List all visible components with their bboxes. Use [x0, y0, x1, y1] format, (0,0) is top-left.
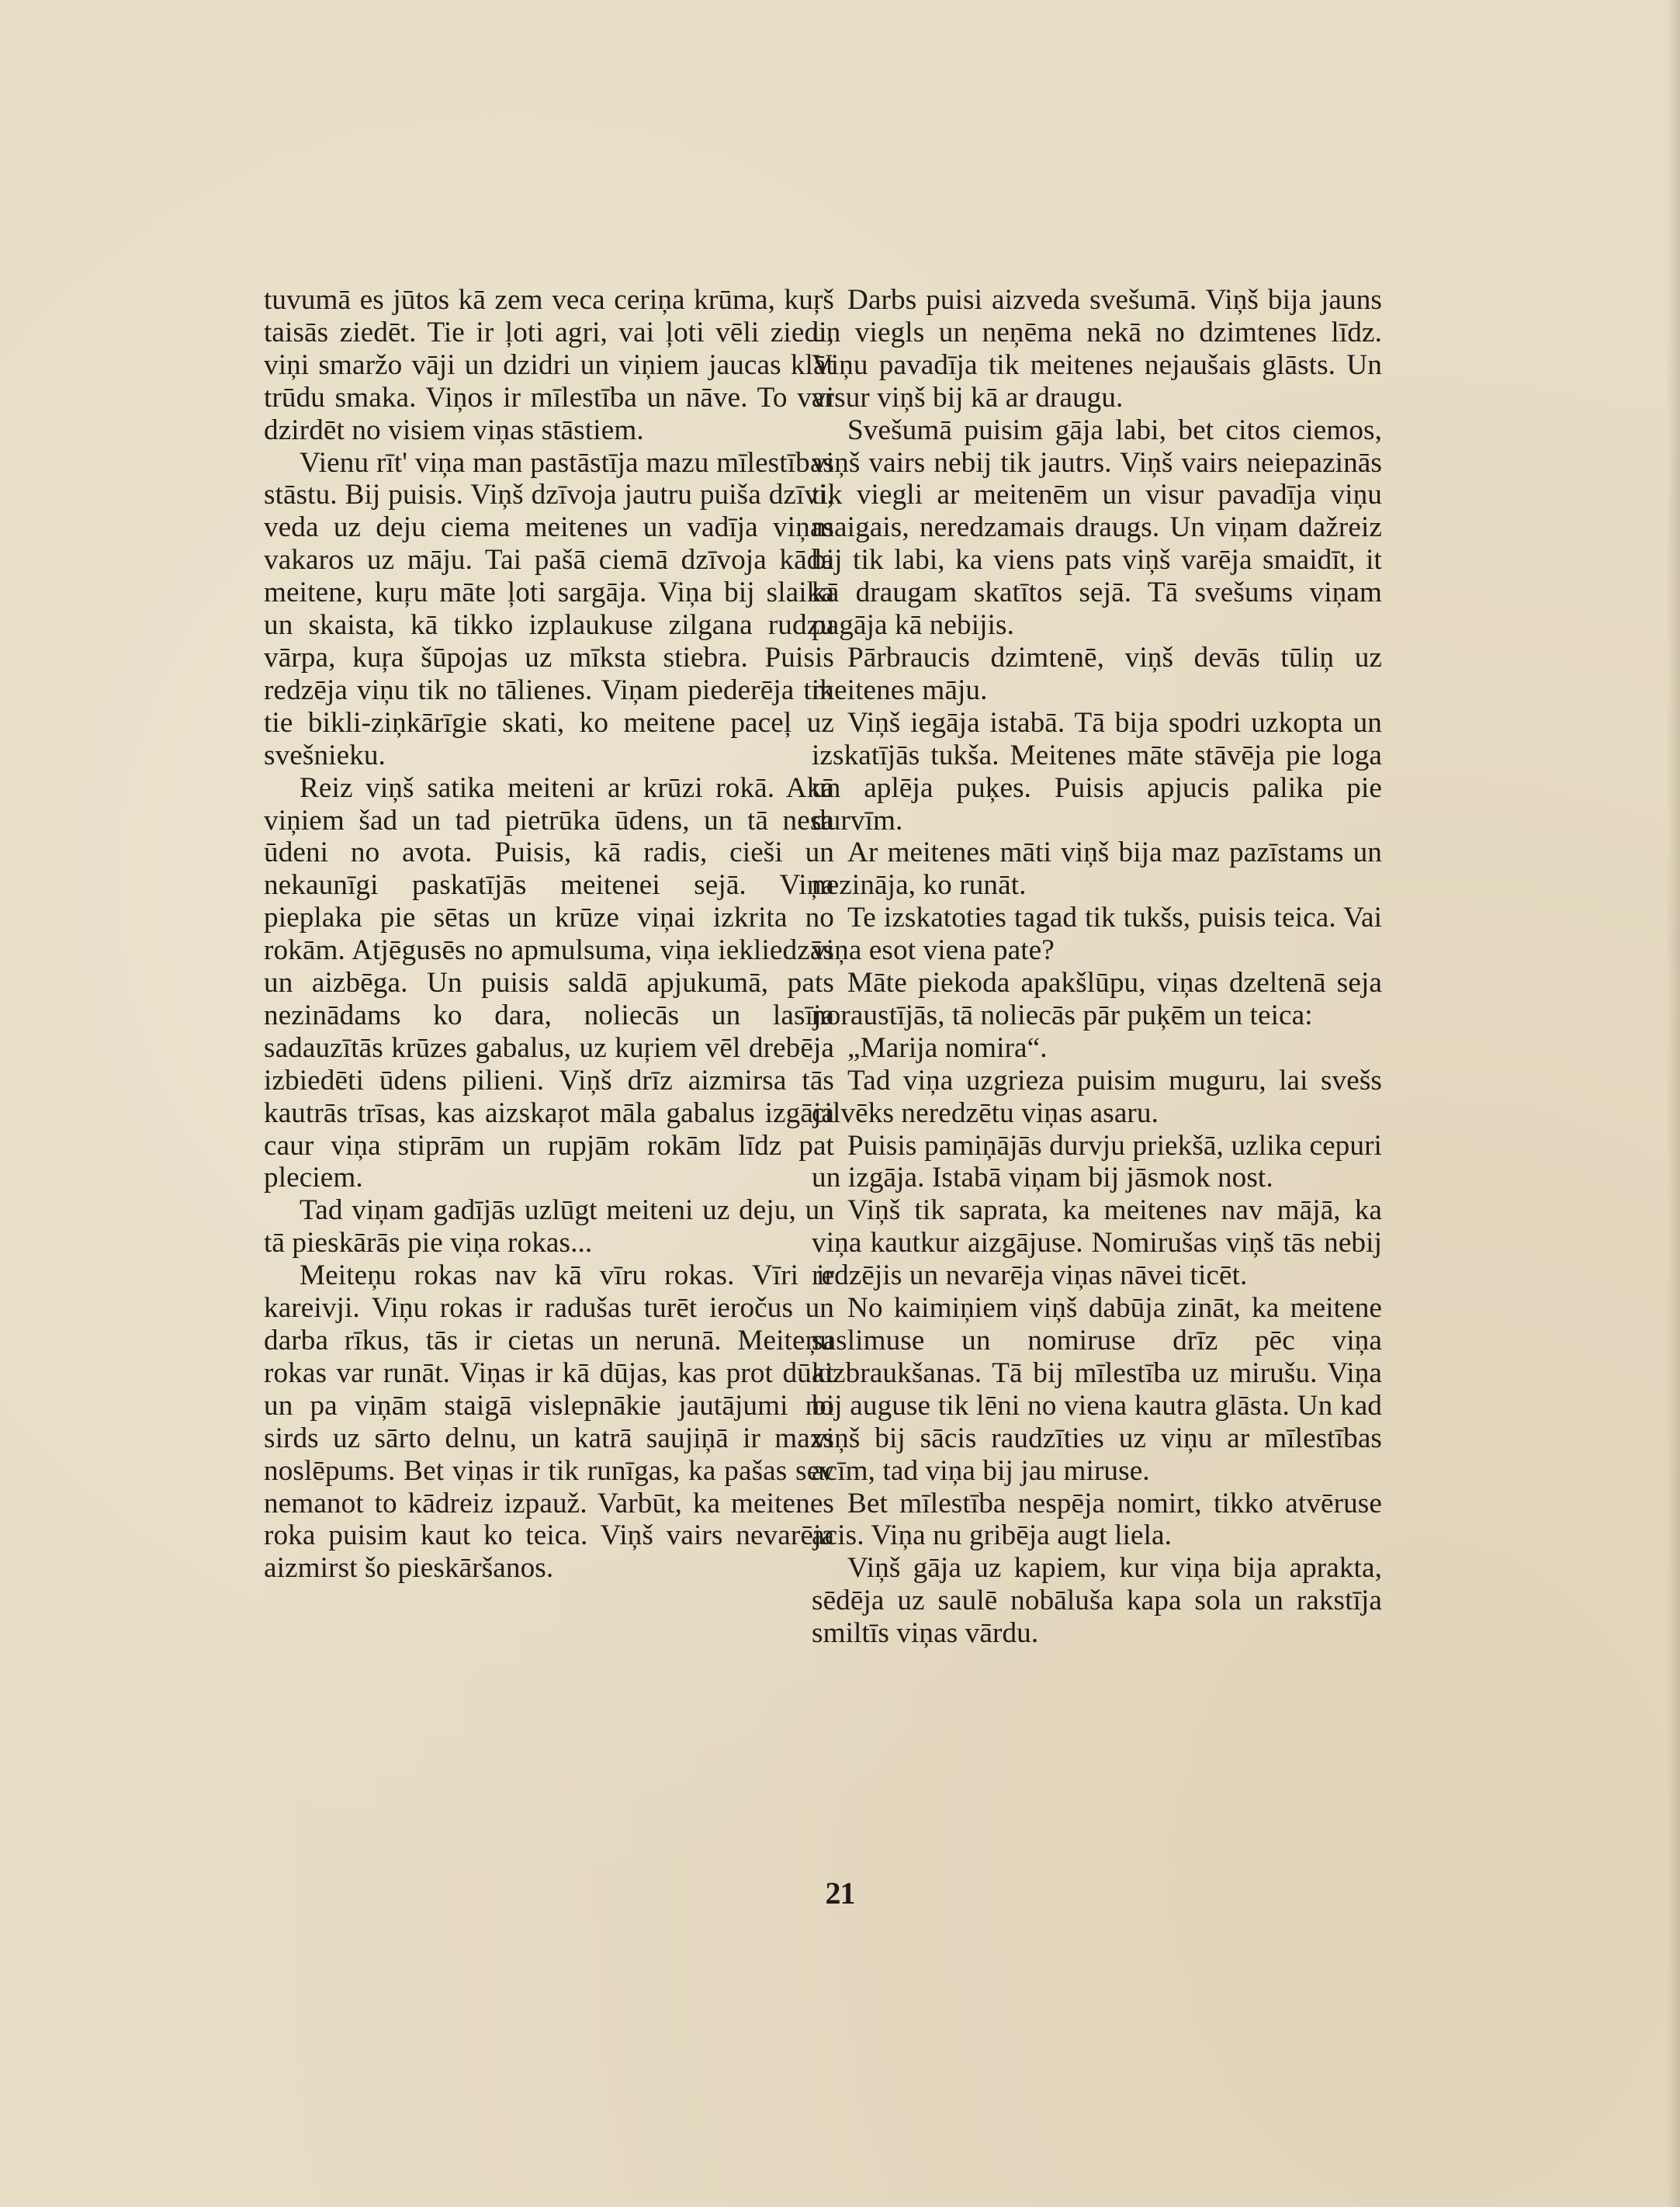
paragraph: Tad viņa uzgrieza puisim muguru, lai svešs cilvēks neredzētu viņas asaru. — [812, 1064, 1382, 1129]
page-number: 21 — [825, 1876, 855, 1911]
left-text-column — [264, 284, 834, 1585]
paragraph: Tad viņam gadījās uzlūgt meiteni uz deju, un tā pieskārās pie viņa rokas... — [264, 1194, 834, 1259]
paragraph: Meiteņu rokas nav kā vīru rokas. Vīri ir kareivji. Viņu rokas ir radušas turēt ieročus un darba rīkus, tās ir cietas un nerunā. Meiteņu rokas var runāt. Viņas ir kā dūjas, kas prot dūkt un pa viņām staigā vislepnākie jautājumi no sirds uz sārto delnu, un katrā saujiņā ir mazs noslēpums. Bet viņas ir tik runīgas, ka pašas sev nemanot to kādreiz izpauž. Varbūt, ka meitenes roka puisim kaut ko teica. Viņš vairs nevarēja aizmirst šo pieskāršanos. — [264, 1259, 834, 1585]
paragraph: Viņš tik saprata, ka meitenes nav mājā, ka viņa kautkur aizgājuse. Nomirušas viņš tās nebij redzējis un nevarēja viņas nāvei ticēt. — [812, 1194, 1382, 1292]
paragraph: Darbs puisi aizveda svešumā. Viņš bija jauns un viegls un neņēma nekā no dzimtenes līdz. Viņu pavadīja tik meitenes nejaušais glāsts. Un visur viņš bij kā ar draugu. — [812, 284, 1382, 414]
paragraph: Pārbraucis dzimtenē, viņš devās tūliņ uz meitenes māju. — [812, 641, 1382, 706]
paragraph: „Marija nomira“. — [847, 1031, 1048, 1064]
paragraph: Ar meitenes māti viņš bija maz pazīstams un nezināja, ko runāt. — [812, 837, 1382, 902]
paragraph: Puisis pamiņājās durvju priekšā, uzlika cepuri un izgāja. Istabā viņam bij jāsmok nost. — [812, 1129, 1382, 1194]
paragraph: Viņš gāja uz kapiem, kur viņa bija aprakta, sēdēja uz saulē nobāluša kapa sola un rakstīja smiltīs viņas vārdu. — [812, 1552, 1382, 1650]
paragraph: Māte piekoda apakšlūpu, viņas dzeltenā seja noraustījās, tā noliecās pār puķēm un teica: — [812, 967, 1382, 1031]
paragraph: Vienu rīt' viņa man pastāstīja mazu mīlestības stāstu. Bij puisis. Viņš dzīvoja jautru puiša dzīvi, veda uz deju ciema meitenes un vadīja viņas vakaros uz māju. Tai pašā ciemā dzīvoja kāda meitene, kuŗu māte ļoti sargāja. Viņa bij slaika un skaista, kā tikko izplaukuse zilgana rudzu vārpa, kuŗa šūpojas uz mīksta stiebra. Puisis redzēja viņu tik no tālienes. Viņam piederēja tik tie bikli-ziņkārīgie skati, ko meitene paceļ uz svešnieku. — [264, 446, 834, 771]
paragraph: Viņš iegāja istabā. Tā bija spodri uzkopta un izskatījās tukša. Meitenes māte stāvēja pie loga un aplēja puķes. Puisis apjucis palika pie durvīm. — [812, 706, 1382, 837]
paragraph: tuvumā es jūtos kā zem veca ceriņa krūma, kuŗš taisās ziedēt. Tie ir ļoti agri, vai ļoti vēli ziedi, viņi smaržo vāji un dzidri un viņiem jaucas klāt trūdu smaka. Viņos ir mīlestība un nāve. To var dzirdēt no visiem viņas stāstiem. — [264, 284, 834, 446]
paragraph: No kaimiņiem viņš dabūja zināt, ka meitene saslimuse un nomiruse drīz pēc viņa aizbraukšanas. Tā bij mīlestība uz mirušu. Viņa bij auguse tik lēni no viena kautra glāsta. Un kad viņš bij sācis raudzīties uz viņu ar mīlestības acīm, tad viņa bij jau miruse. — [812, 1292, 1382, 1487]
right-text-column — [812, 284, 1382, 1650]
paragraph: Svešumā puisim gāja labi, bet citos ciemos, viņš vairs nebij tik jautrs. Viņš vairs neiepazinās tik viegli ar meitenēm un visur pavadīja viņu maigais, neredzamais draugs. Un viņam dažreiz bij tik labi, ka viens pats viņš varēja smaidīt, it kā draugam skatītos sejā. Tā svešums viņam pagāja kā nebijis. — [812, 414, 1382, 642]
paragraph: Reiz viņš satika meiteni ar krūzi rokā. Akā viņiem šad un tad pietrūka ūdens, un tā nesa ūdeni no avota. Puisis, kā radis, cieši un nekaunīgi paskatījās meitenei sejā. Viņa pieplaka pie sētas un krūze viņai izkrita no rokām. Atjēgusēs no apmulsuma, viņa iekliedzās un aizbēga. Un puisis saldā apjukumā, pats nezinādams ko dara, noliecās un lasīja sadauzītās krūzes gabalus, uz kuŗiem vēl drebēja izbiedēti ūdens pilieni. Viņš drīz aizmirsa tās kautrās trīsas, kas aizskaŗot māla gabalus izgāja caur viņa stiprām un rupjām rokām līdz pat pleciem. — [264, 771, 834, 1194]
paragraph: Bet mīlestība nespēja nomirt, tikko atvēruse acis. Viņa nu gribēja augt liela. — [812, 1487, 1382, 1552]
paragraph: Te izskatoties tagad tik tukšs, puisis teica. Vai viņa esot viena pate? — [812, 902, 1382, 967]
